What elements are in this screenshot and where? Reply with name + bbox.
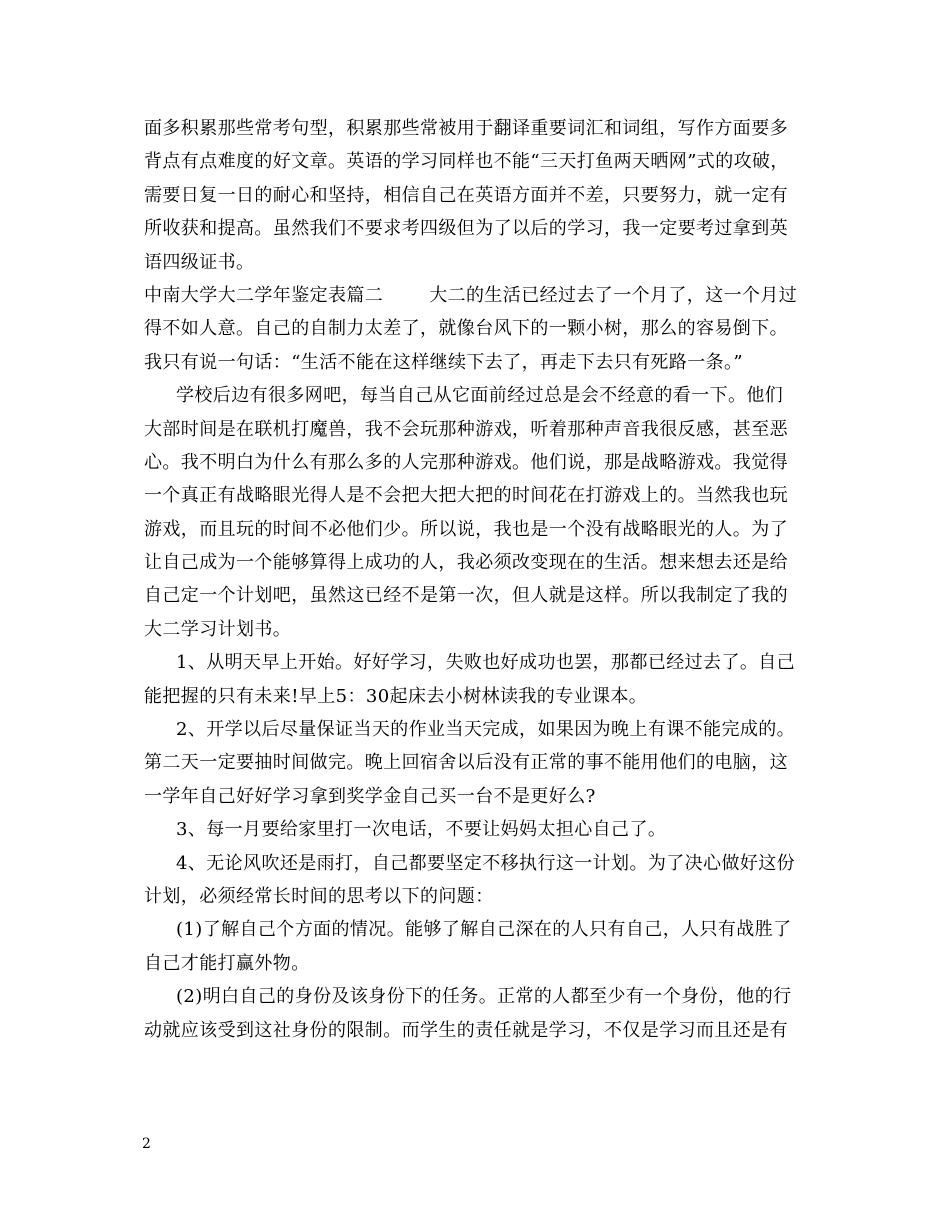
section-heading-line <box>144 279 812 312</box>
text-line: 计划，必须经常长时间的思考以下的问题： <box>144 885 494 907</box>
text-line: 让自己成为一个能够算得上成功的人，我必须改变现在的生活。想来想去还是给 <box>144 552 788 574</box>
document-body <box>144 112 812 1047</box>
sub-item-2-line: (2)明白自己的身份及该身份下的任务。正常的人都至少有一个身份，他的行 <box>176 986 792 1008</box>
section-title: 中南大学大二学年鉴定表篇二 <box>144 284 384 306</box>
text-line: 能把握的只有未来!早上5：30起床去小树林读我的专业课本。 <box>144 685 648 707</box>
list-item-1-line: 1、从明天早上开始。好好学习，失败也好成功也罢，那都已经过去了。自己 <box>176 652 796 674</box>
text-line: 背点有点难度的好文章。英语的学习同样也不能“三天打鱼两天晒网”式的攻破， <box>144 151 789 173</box>
text-line: 一学年自己好好学习拿到奖学金自己买一台不是更好么? <box>144 785 596 807</box>
text-line: 需要日复一日的耐心和坚持，相信自己在英语方面并不差，只要努力，就一定有 <box>144 184 788 206</box>
text-line: 第二天一定要抽时间做完。晚上回宿舍以后没有正常的事不能用他们的电脑，这 <box>144 752 788 774</box>
text-line: 我只有说一句话：“生活不能在这样继续下去了，再走下去只有死路一条。” <box>144 351 744 373</box>
text-line: 动就应该受到这社身份的限制。而学生的责任就是学习，不仅是学习而且还是有 <box>144 1019 788 1041</box>
text-line: 得不如人意。自己的自制力太差了，就像台风下的一颗小树，那么的容易倒下。 <box>144 318 788 340</box>
text-line: 大部时间是在联机打魔兽，我不会玩那种游戏，听着那种声音我很反感，甚至恶 <box>144 418 788 440</box>
text-line: 语四级证书。 <box>144 251 255 273</box>
text-line: 自己定一个计划吧，虽然这已经不是第一次，但人就是这样。所以我制定了我的 <box>144 585 788 607</box>
text-line: 一个真正有战略眼光得人是不会把大把大把的时间花在打游戏上的。当然我也玩 <box>144 485 788 507</box>
text-line: 大二学习计划书。 <box>144 618 292 640</box>
text-line: 面多积累那些常考句型，积累那些常被用于翻译重要词汇和词组，写作方面要多 <box>144 118 788 139</box>
list-item-4-line: 4、无论风吹还是雨打，自己都要坚定不移执行这一计划。为了决心做好这份 <box>176 852 796 874</box>
page-number: 2 <box>142 1136 151 1152</box>
list-item-3-line: 3、每一月要给家里打一次电话，不要让妈妈太担心自己了。 <box>176 819 667 841</box>
paragraph-start-line: 学校后边有很多网吧，每当自己从它面前经过总是会不经意的看一下。他们 <box>176 385 784 407</box>
sub-item-1-line: (1)了解自己个方面的情况。能够了解自己深在的人只有自己，人只有战胜了 <box>176 919 792 941</box>
text-line: 自己才能打赢外物。 <box>144 952 310 974</box>
list-item-2-line: 2、开学以后尽量保证当天的作业当天完成，如果因为晚上有课不能完成的。 <box>176 719 796 741</box>
text-line: 所收获和提高。虽然我们不要求考四级但为了以后的学习，我一定要考过拿到英 <box>144 218 788 240</box>
text-line: 心。我不明白为什么有那么多的人完那种游戏。他们说，那是战略游戏。我觉得 <box>144 451 788 473</box>
text-line: 游戏，而且玩的时间不必他们少。所以说，我也是一个没有战略眼光的人。为了 <box>144 518 788 540</box>
section-first-sentence: 大二的生活已经过去了一个月了，这一个月过 <box>429 284 798 306</box>
